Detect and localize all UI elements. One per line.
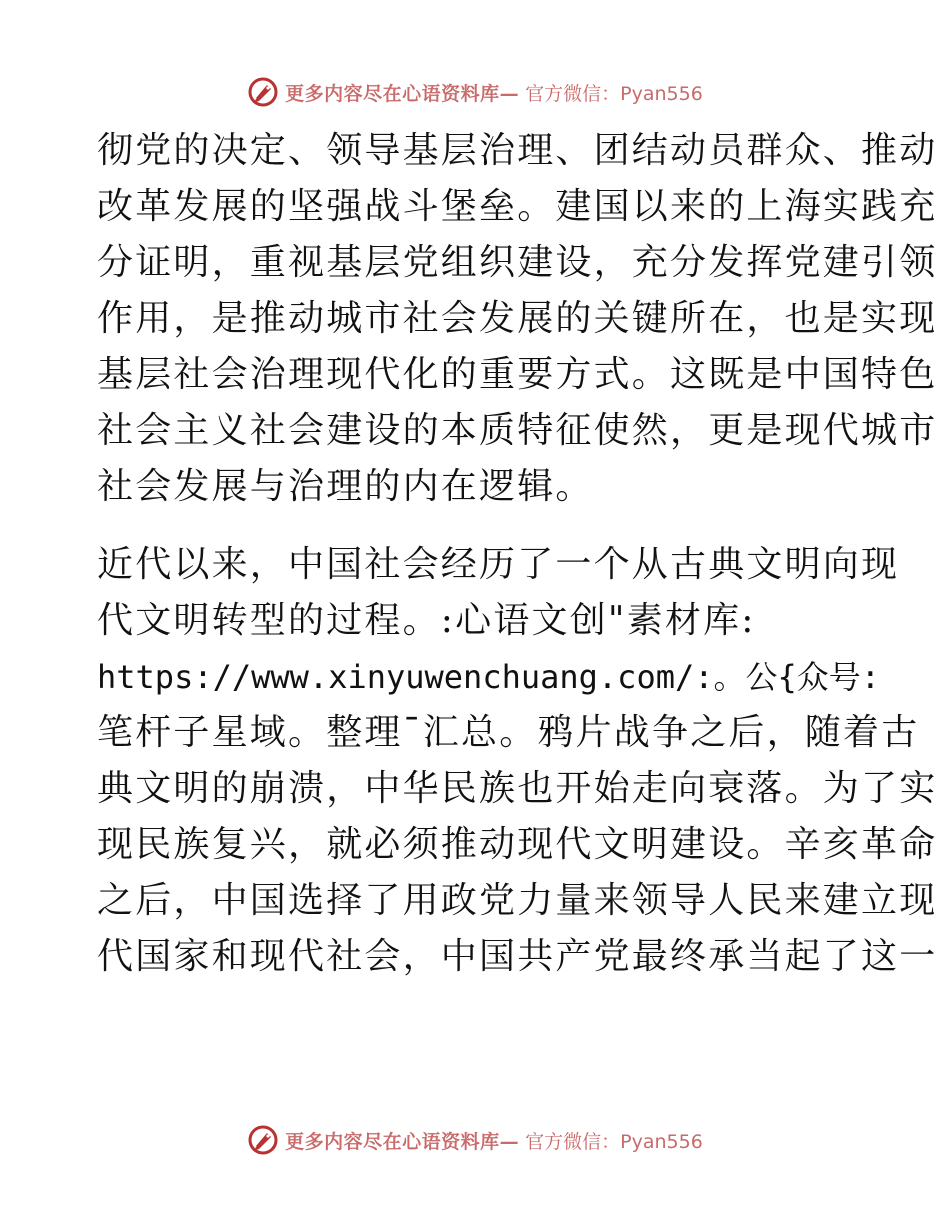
header-banner <box>0 72 950 112</box>
text-line: 基层社会治理现代化的重要方式。这既是中国特色 <box>97 354 938 395</box>
text-line: 典文明的崩溃，中华民族也开始走向衰落。为了实 <box>97 768 938 809</box>
paragraph <box>97 537 938 985</box>
text-line: 近代以来，中国社会经历了一个从古典文明向现 <box>97 544 900 585</box>
text-line: 代国家和现代社会，中国共产党最终承当起了这一 <box>97 936 938 977</box>
footer-promo-text: 更多内容尽在心语资料库— <box>285 1130 520 1153</box>
document-body <box>97 123 938 985</box>
pen-nib-logo-icon <box>247 1124 279 1156</box>
text-line: 彻党的决定、领导基层治理、团结动员群众、推动 <box>97 130 938 171</box>
pen-nib-logo-icon <box>247 76 279 108</box>
text-line: 社会发展与治理的内在逻辑。 <box>97 466 594 507</box>
paragraph-spacer <box>97 515 857 537</box>
text-line: 代文明转型的过程。:心语文创"素材库: <box>97 600 756 641</box>
header-wechat-text: 官方微信：Pyan556 <box>525 82 703 105</box>
footer-banner <box>0 1120 950 1160</box>
url-text-line: https://www.xinyuwenchuang.com/:。公{众号: <box>97 658 881 696</box>
text-line: 笔杆子星域。整理¯汇总。鸦片战争之后，随着古 <box>97 712 920 753</box>
text-line: 作用，是推动城市社会发展的关键所在，也是实现 <box>97 298 938 339</box>
footer-wechat-text: 官方微信：Pyan556 <box>525 1130 703 1153</box>
text-line: 之后，中国选择了用政党力量来领导人民来建立现 <box>97 880 938 921</box>
paragraph <box>97 123 938 515</box>
text-line: 改革发展的坚强战斗堡垒。建国以来的上海实践充 <box>97 186 938 227</box>
text-line: 社会主义社会建设的本质特征使然，更是现代城市 <box>97 410 938 451</box>
text-line: 现民族复兴，就必须推动现代文明建设。辛亥革命 <box>97 824 938 865</box>
text-line: 分证明，重视基层党组织建设，充分发挥党建引领 <box>97 242 938 283</box>
header-promo-text: 更多内容尽在心语资料库— <box>285 82 520 105</box>
